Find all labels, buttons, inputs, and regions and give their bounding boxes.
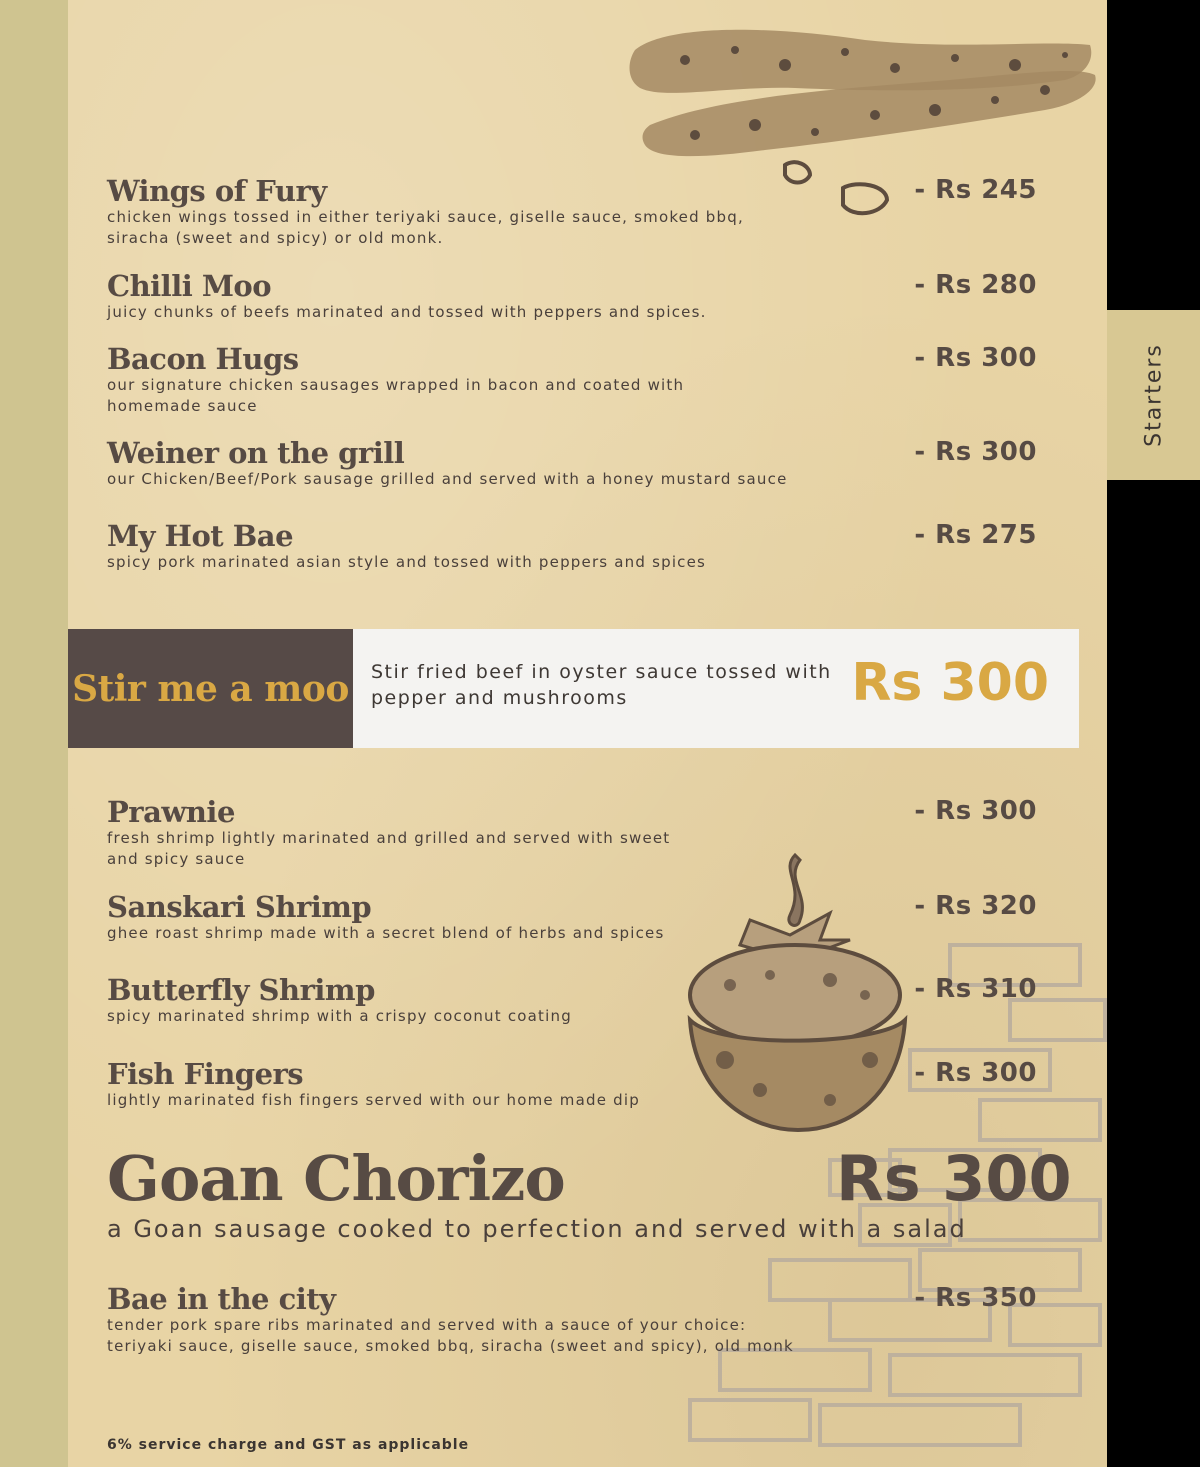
item-name: Bacon Hugs [107, 342, 299, 376]
item-price: - Rs 320 [914, 891, 1037, 921]
menu-item [107, 974, 1047, 1027]
menu-item [107, 270, 1047, 323]
item-price: - Rs 275 [914, 520, 1037, 550]
featured-item-body [353, 629, 1079, 748]
menu-item [107, 343, 1047, 417]
item-price: - Rs 245 [914, 175, 1037, 205]
left-border-strip [0, 0, 68, 1467]
item-name: Wings of Fury [107, 174, 327, 208]
item-description: lightly marinated fish fingers served with our home made dip [107, 1091, 640, 1109]
tab-starters[interactable] [1107, 310, 1200, 480]
item-description: spicy marinated shrimp with a crispy coconut coating [107, 1007, 572, 1025]
featured-item-price: Rs 300 [851, 653, 1049, 713]
right-black-margin [1107, 0, 1200, 310]
item-description: ghee roast shrimp made with a secret blend of herbs and spices [107, 924, 665, 942]
item-price: - Rs 300 [914, 1058, 1037, 1088]
item-name: My Hot Bae [107, 519, 294, 553]
item-name: Weiner on the grill [107, 436, 405, 470]
featured-title-box [68, 629, 353, 748]
menu-item [107, 520, 1047, 573]
menu-item [107, 175, 1047, 249]
item-description: our Chicken/Beef/Pork sausage grilled and served with a honey mustard sauce [107, 470, 788, 488]
featured-item-description: Stir fried beef in oyster sauce tossed with pepper and mushrooms [371, 661, 832, 709]
item-name: Bae in the city [107, 1282, 336, 1316]
menu-item [107, 891, 1047, 944]
menu-item [107, 1283, 1047, 1357]
featured-item-name: Stir me a moo [72, 667, 349, 710]
item-price: - Rs 300 [914, 437, 1037, 467]
menu-item [107, 437, 1047, 490]
item-name: Fish Fingers [107, 1057, 304, 1091]
item-description: spicy pork marinated asian style and tossed with peppers and spices [107, 553, 707, 571]
highlight-item-price: Rs 300 [836, 1142, 1072, 1215]
item-description: juicy chunks of beefs marinated and tossed with peppers and spices. [107, 303, 707, 321]
menu-item [107, 1058, 1047, 1111]
featured-item-banner [68, 629, 1079, 748]
item-description: chicken wings tossed in either teriyaki sauce, giselle sauce, smoked bbq, siracha (sweet and spicy) or old monk. [107, 208, 744, 247]
item-description: tender pork spare ribs marinated and served with a sauce of your choice: teriyaki sauce, giselle sauce, smoked bbq, siracha (sweet and spicy), old monk [107, 1316, 794, 1355]
menu-item [107, 796, 1047, 870]
highlight-item-description: a Goan sausage cooked to perfection and served with a salad [107, 1215, 967, 1243]
item-name: Prawnie [107, 795, 235, 829]
item-price: - Rs 280 [914, 270, 1037, 300]
item-price: - Rs 310 [914, 974, 1037, 1004]
item-price: - Rs 300 [914, 796, 1037, 826]
item-price: - Rs 300 [914, 343, 1037, 373]
item-name: Butterfly Shrimp [107, 973, 375, 1007]
tab-starters-label: Starters [1141, 343, 1166, 447]
item-description: fresh shrimp lightly marinated and grilled and served with sweet and spicy sauce [107, 829, 671, 868]
item-description: our signature chicken sausages wrapped in bacon and coated with homemade sauce [107, 376, 685, 415]
highlight-item-name: Goan Chorizo [107, 1142, 565, 1215]
service-charge-note: 6% service charge and GST as applicable [107, 1437, 470, 1453]
item-name: Chilli Moo [107, 269, 272, 303]
item-name: Sanskari Shrimp [107, 890, 372, 924]
item-price: - Rs 350 [914, 1283, 1037, 1313]
